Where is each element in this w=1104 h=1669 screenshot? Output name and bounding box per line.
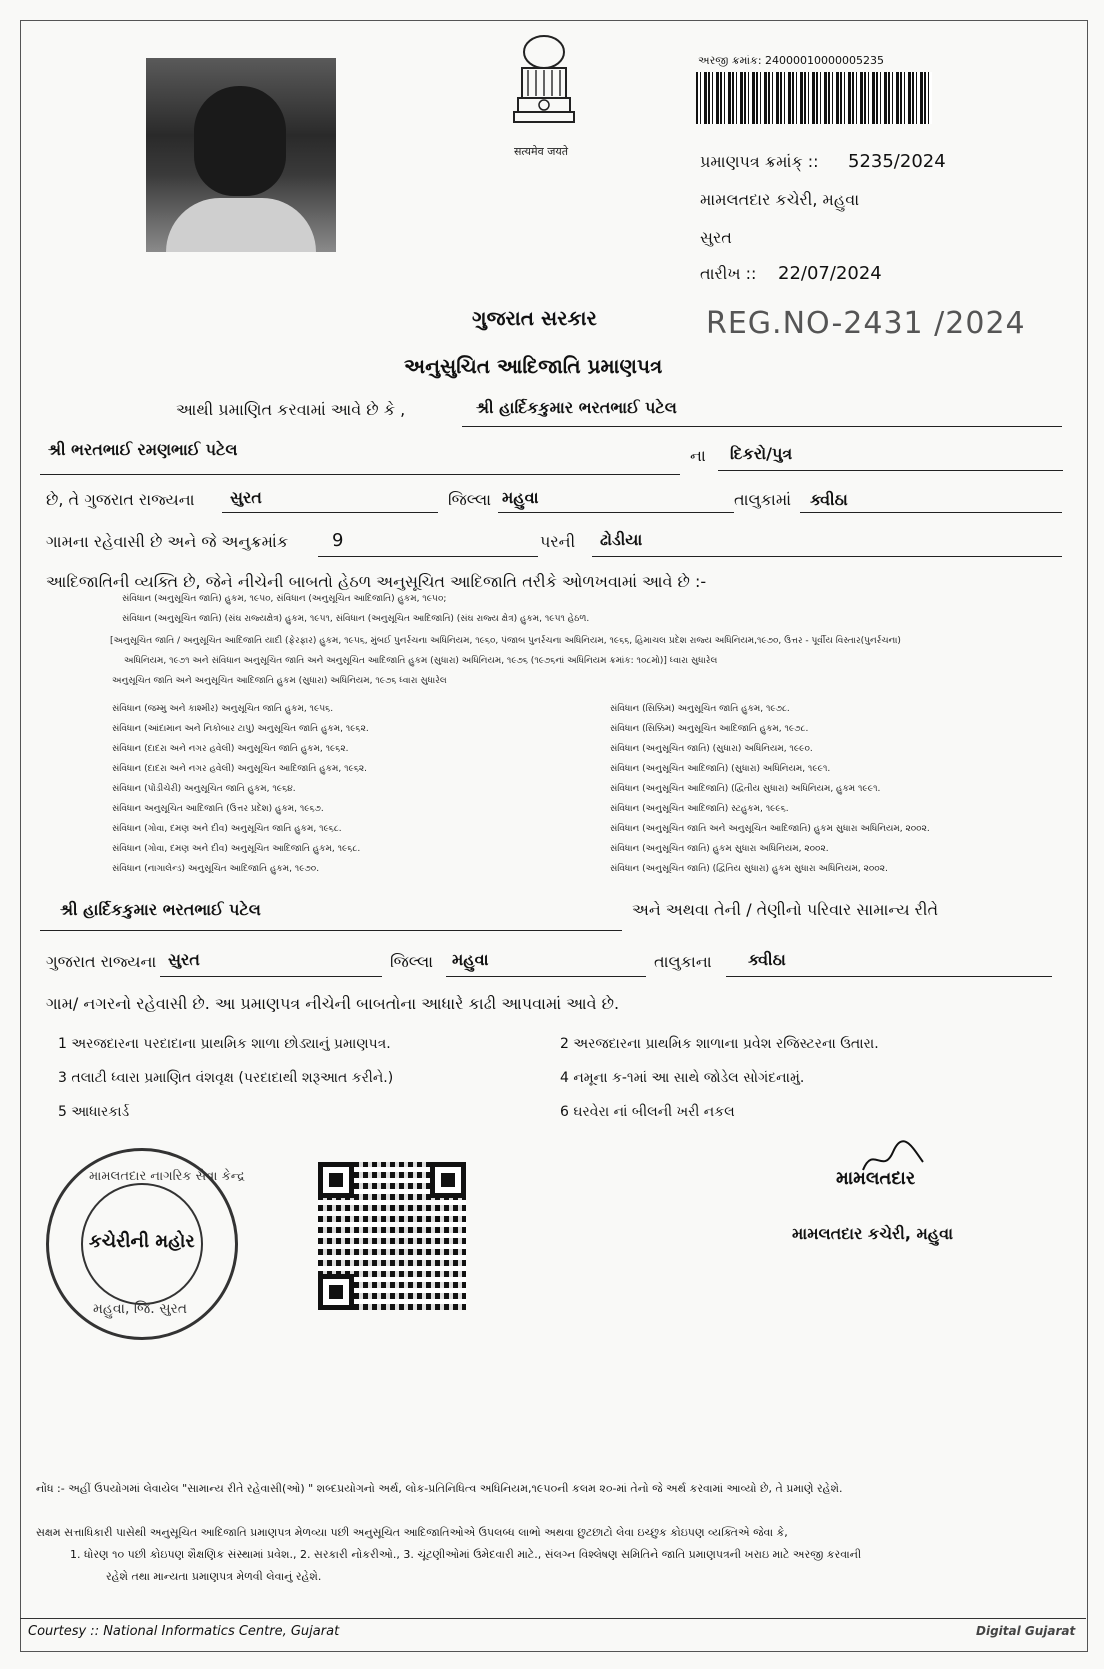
district-label-2: જિલ્લા: [390, 952, 434, 971]
order-left: સંવિધાન (ગોવા, દમણ અને દીવ) અનુસૂચિત આદિજાતિ હુકમ, ૧૯૬૮.: [112, 844, 361, 854]
seal-bottom-text: મહુવા, જિ. સુરત: [93, 1301, 188, 1317]
note-4: રહેશે તથા માન્યતા પ્રમાણપત્ર મેળવી લેવાનું રહેશે.: [106, 1570, 322, 1583]
na-label: ના: [690, 446, 706, 465]
intro-text: આથી પ્રમાણિત કરવામાં આવે છે કે ,: [176, 400, 406, 419]
taluka-label: તાલુકામાં: [734, 490, 792, 509]
village-prefix: ગામના રહેવાસી છે અને જે અનુક્રમાંક: [46, 532, 289, 551]
applicant-photo: [146, 58, 336, 252]
document-item: 4 નમૂના ક-૧માં આ સાથે જોડેલ સોગંદનામું.: [560, 1070, 805, 1086]
order-right: સંવિધાન (અનુસૂચિત જાતિ) (દ્વિતિય સુધારા) હુકમ સુધારા અધિનિયમ, ૨૦૦૨.: [610, 864, 888, 874]
barcode: [696, 72, 932, 124]
qr-code: [318, 1162, 466, 1310]
signatory-title: મામલતદાર: [836, 1168, 916, 1189]
order-left: સંવિધાન (નાગાલેન્ડ) અનુસૂચિત આદિજાતિ હુકમ, ૧૯૭૦.: [112, 864, 320, 874]
order-left: સંવિધાન (ગોવા, દમણ અને દીવ) અનુસૂચિત જાતિ હુકમ, ૧૯૬૮.: [112, 824, 342, 834]
taluka-value-2: ક્વીઠા: [748, 950, 786, 969]
order-right: સંવિધાન (અનુસૂચિત આદિજાતિ) સ્ટહુકમ, ૧૯૯૬.: [610, 804, 789, 814]
of-label: પરની: [540, 532, 576, 551]
state-prefix: છે, તે ગુજરાત રાજ્યના: [46, 490, 195, 509]
document-item: 6 ઘરવેરા નાં બીલની ખરી નકલ: [560, 1104, 735, 1120]
reg-number: REG.NO-2431 /2024: [706, 306, 1026, 341]
holder-name-2: શ્રી હાર્દિકકુમાર ભરતભાઈ પટેલ: [60, 900, 261, 919]
cert-no-label: પ્રમાણપત્ર ક્રમાંક્ ::: [700, 152, 819, 171]
order-right: સંવિધાન (સિક્કિમ) અનુસૂચિત જાતિ હુકમ, ૧૯૭૮.: [610, 704, 790, 714]
application-number: અરજી ક્રમાંક: 24000010000005235: [698, 54, 885, 67]
order-left: સંવિધાન (દાદરા અને નગર હવેલી) અનુસૂચિત આદિજાતિ હુકમ, ૧૯૬૨.: [112, 764, 368, 774]
document-item: 5 આધારકાર્ડ: [58, 1104, 130, 1120]
serial-number: 9: [332, 530, 344, 551]
state-prefix-2: ગુજરાત રાજ્યના: [46, 952, 157, 971]
holder-name: શ્રી હાર્દિકકુમાર ભરતભાઈ પટેલ: [476, 398, 677, 417]
district-label: જિલ્લા: [448, 490, 492, 509]
district-value: મહુવા: [502, 488, 539, 507]
order-right: સંવિધાન (અનુસૂચિત આદિજાતિ) (દ્વિતીય સુધારા) અધિનિયમ, હુકમ ૧૯૯૧.: [610, 784, 881, 794]
office-seal: [46, 1148, 245, 1340]
date-value: 22/07/2024: [778, 263, 882, 284]
order-left: સંવિધાન (આંદામાન અને નિકોબાર ટાપુ) અનુસૂચિત જાતિ હુકમ, ૧૯૬૨.: [112, 724, 369, 734]
emblem-motto: सत्यमेव जयते: [514, 145, 569, 158]
cert-title: અનુસુચિત આદિજાતિ પ્રમાણપત્ર: [404, 354, 663, 378]
office-name: મામલતદાર કચેરી, મહુવા: [700, 190, 860, 209]
footer-divider: [20, 1618, 1086, 1619]
family-text: અને અથવા તેની / તેણીનો પરિવાર સામાન્ય રીતે: [632, 900, 939, 919]
order-line: અનુસૂચિત જાતિ અને અનુસૂચિત આદિજાતિ હુકમ (સુધારા) અધિનિયમ, ૧૯૭૬ ધ્વારા સુધારેલ: [112, 676, 447, 686]
signatory-office: મામલતદાર કચેરી, મહુવા: [792, 1224, 954, 1243]
national-emblem-icon: [498, 30, 590, 150]
district-value-2: મહુવા: [452, 950, 489, 969]
order-line: અધિનિયમ, ૧૯૭૧ અને સંવિધાન અનુસૂચિત જાતિ અને અનુસૂચિત આદિજાતિ હુકમ (સુધારા) અધિનિયમ, ૧૯૭૬ (૧૯૭૬નાં અધિનિયમ ક્રમાંક: ૧૦૮મો)] ધ્વારા સુધારેલ: [124, 656, 718, 666]
note-2: સક્ષમ સત્તાધિકારી પાસેથી અનુસૂચિત આદિજાતિ પ્રમાણપત્ર મેળવ્યા પછી અનુસૂચિત આદિજાતિઓએ ઉપલબ્ધ લાભો અથવા છુટછાટો લેવા ઇચ્છુક કોઇપણ વ્યક્તિએ જેવા કે,: [36, 1526, 788, 1539]
tribe-value: ઢોડીયા: [600, 530, 643, 549]
page-border: [20, 20, 1088, 1652]
courtesy-text: Courtesy :: National Informatics Centre, Gujarat: [28, 1624, 340, 1639]
order-line: સંવિધાન (અનુસૂચિત જાતિ) હુકમ, ૧૯૫૦, સંવિધાન (અનુસૂચિત આદિજાતિ) હુકમ, ૧૯૫૦;: [122, 594, 447, 604]
basis-text: ગામ/ નગરનો રહેવાસી છે. આ પ્રમાણપત્ર નીચેની બાબતોના આધારે કાઢી આપવામાં આવે છે.: [46, 994, 620, 1013]
office-city: સુરત: [700, 228, 732, 247]
taluka-label-2: તાલુકાના: [654, 952, 712, 971]
order-left: સંવિધાન (દાદરા અને નગર હવેલી) અનુસૂચિત જાતિ હુકમ, ૧૯૬૨.: [112, 744, 349, 754]
taluka-value: ક્વીઠા: [810, 490, 848, 509]
order-line: સંવિધાન (અનુસૂચિત જાતિ) (સંઘ રાજ્યક્ષેત્ર) હુકમ, ૧૯૫૧, સંવિધાન (અનુસૂચિત આદિજાતિ) (સંઘ રાજ્ય ક્ષેત્ર) હુકમ, ૧૯૫૧ હેઠળ.: [122, 614, 590, 624]
order-right: સંવિધાન (અનુસૂચિત આદિજાતિ) (સુધારા) અધિનિયમ, ૧૯૯૧.: [610, 764, 831, 774]
gov-title: ગુજરાત સરકાર: [472, 306, 597, 330]
relation-value: દિકરો/પુત્ર: [730, 444, 793, 463]
digital-gujarat-logo: Digital Gujarat: [976, 1624, 1076, 1638]
order-left: સંવિધાન અનુસૂચિત આદિજાતિ (ઉત્તર પ્રદેશ) હુકમ, ૧૯૬૭.: [112, 804, 324, 814]
tribe-sentence: આદિજાતિની વ્યક્તિ છે, જેને નીચેની બાબતો હેઠળ અનુસૂચિત આદિજાતિ તરીકે ઓળખવામાં આવે છે :-: [46, 572, 707, 591]
seal-ring-text: મામલતદાર નાગરિક સેવા કેન્દ્ર: [89, 1169, 245, 1184]
document-item: 2 અરજદારના પ્રાથમિક શાળાના પ્રવેશ રજિસ્ટરના ઉતારા.: [560, 1036, 879, 1052]
order-right: સંવિધાન (અનુસૂચિત જાતિ) (સુધારા) અધિનિયમ, ૧૯૯૦.: [610, 744, 813, 754]
order-right: સંવિધાન (અનુસૂચિત જાતિ) હુકમ સુધારા અધિનિયમ, ૨૦૦૨.: [610, 844, 829, 854]
order-left: સંવિધાન (જમ્મુ અને કાશ્મીર) અનુસૂચિત જાતિ હુકમ, ૧૯૫૬.: [112, 704, 334, 714]
seal-center-text: કચેરીની મહોર: [89, 1231, 195, 1252]
state-value: સુરત: [230, 488, 262, 507]
note-1: નોંધ :- અહીં ઉપયોગમાં લેવાયેલ "સામાન્ય રીતે રહેવાસી(ઓ) " શબ્દપ્રયોગનો અર્થ, લોક-પ્રતિનિધિત્વ અધિનિયમ,૧૯૫૦ની કલમ ૨૦-માં તેનો જે અર્થ કરવામાં આવ્યો છે, તે પ્રમાણે રહેશે.: [36, 1482, 843, 1495]
order-right: સંવિધાન (સિક્કિમ) અનુસૂચિત આદિજાતિ હુકમ, ૧૯૭૮.: [610, 724, 809, 734]
order-left: સંવિધાન (પોંડીચેરી) અનુસૂચિત જાતિ હુકમ, ૧૯૬૪.: [112, 784, 296, 794]
order-line: [અનુસૂચિત જાતિ / અનુસૂચિત આદિજાતિ યાદી (ફેરફાર) હુકમ, ૧૯૫૬, મુંબઈ પુનર્રચના અધિનિયમ, ૧૯૬૦, પંજાબ પુનર્રચના અધિનિયમ, ૧૯૬૬, હિમાચલ પ્રદેશ રાજ્ય અધિનિયમ,૧૯૭૦, ઉત્તર - પૂર્વીય વિસ્તાર(પુનર્રચના): [110, 636, 901, 646]
father-name: શ્રી ભરતભાઈ રમણભાઈ પટેલ: [48, 440, 238, 459]
cert-no-value: 5235/2024: [848, 151, 946, 172]
document-item: 1 અરજદારના પરદાદાના પ્રાથમિક શાળા છોડ્યાનું પ્રમાણપત્ર.: [58, 1036, 391, 1052]
date-label: તારીખ ::: [700, 264, 757, 283]
note-3: 1. ધોરણ ૧૦ પછી કોઇપણ શૈક્ષણિક સંસ્થામાં પ્રવેશ., 2. સરકારી નોકરીઓ., 3. ચૂંટણીઓમાં ઉમેદવારી માટે., સંલગ્ન વિશ્લેષણ સમિતિને જાતિ પ્રમાણપત્રની ખરાઇ માટે અરજી કરવાની: [70, 1548, 862, 1561]
order-right: સંવિધાન (અનુસૂચિત જાતિ અને અનુસૂચિત આદિજાતિ) હુકમ સુધારા અધિનિયમ, ૨૦૦૨.: [610, 824, 930, 834]
document-item: 3 તલાટી ધ્વારા પ્રમાણિત વંશવૃક્ષ (પરદાદાથી શરૂઆત કરીને.): [58, 1070, 394, 1086]
state-value-2: સુરત: [168, 950, 200, 969]
